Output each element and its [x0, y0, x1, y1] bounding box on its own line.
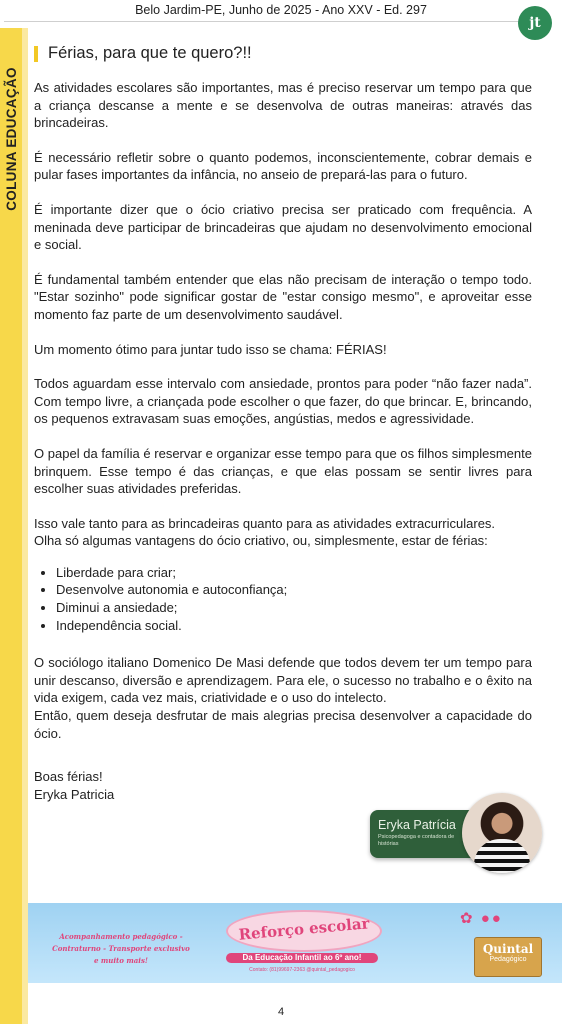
- ad-title: Reforço escolar: [237, 914, 371, 944]
- article-body: [34, 40, 532, 803]
- ad-left-line-3: e muito mais!: [93, 956, 148, 965]
- list-intro-line-1: Isso vale tanto para as brincadeiras quanto para as atividades extracurriculares.: [34, 515, 496, 531]
- author-avatar: [462, 793, 542, 873]
- signature: [34, 768, 532, 803]
- paragraph: É necessário refletir sobre o quanto podemos, inconscientemente, cobrar demais e pular fases importantes da infância, no anseio de prepará-las para o futuro.: [34, 149, 532, 183]
- ad-left-line-2: Contraturno - Transporte exclusivo: [52, 944, 190, 953]
- author-role: Psicopedagoga e contadora de histórias: [378, 834, 455, 847]
- list-item: • Diminui a ansiedade;: [56, 599, 532, 617]
- sign-name: Eryka Patricia: [34, 786, 115, 802]
- paragraph: Todos aguardam esse intervalo com ansiedade, prontos para poder “não fazer nada”. Com tempo livre, a criançada pode escolher o que fazer, do que brincar. E, brincando, os pequenos extravasam suas emoções, angústias, medos e agressividade.: [34, 376, 532, 427]
- avatar-shirt-icon: [474, 839, 530, 873]
- list-intro: [34, 515, 532, 550]
- paragraph: Um momento ótimo para juntar tudo isso se chama: FÉRIAS!: [34, 341, 387, 357]
- header-edition-line: Belo Jardim-PE, Junho de 2025 - Ano XXV - Ed. 297: [0, 0, 562, 22]
- ad-left-text: [46, 931, 196, 967]
- section-label: COLUNA EDUCAÇÃO: [4, 67, 19, 211]
- paragraph: O papel da família é reservar e organizar esse tempo para que os filhos simplesmente brinquem. Esse tempo é das crianças, e que elas possam se sentir livres para escolher suas atividades preferidas.: [34, 445, 532, 497]
- closing-line-1: O sociólogo italiano Domenico De Masi defende que todos devem ter um tempo para unir descanso, diversão e aprendizagem. Para ele, o sucesso no trabalho e o êxito na vida exigem, cada vez mais, criatividade e o uso do intelecto.: [34, 655, 532, 706]
- ad-banner: [28, 903, 562, 983]
- author-name: Eryka Patrícia: [378, 818, 456, 832]
- ad-left-line-1: Acompanhamento pedagógico -: [59, 932, 183, 941]
- ad-subtitle: Da Educação Infantil ao 6º ano!: [226, 953, 378, 963]
- paragraph: É fundamental também entender que elas não precisam de interação o tempo todo. "Estar sozinho" pode significar gostar de "estar consigo mesmo", e aproveitar esse momento faz parte de um desenvolvimento saudável.: [34, 271, 532, 322]
- ad-title-badge: [226, 910, 382, 952]
- advantages-list: [34, 564, 532, 634]
- closing-paragraph: [34, 654, 532, 742]
- list-item: • Liberdade para criar;: [56, 564, 532, 582]
- closing-line-2: Então, quem deseja desfrutar de mais alegrias precisa desenvolver a capacidade do ócio.: [34, 708, 532, 741]
- newspaper-logo: jt: [518, 6, 552, 40]
- ad-contact: Contato: (81)99697-2363 @quintal_pedagogico: [249, 967, 355, 973]
- owl-birds-icon: ✿ ●●: [460, 910, 503, 927]
- paragraph: As atividades escolares são importantes, mas é preciso reservar um tempo para que a criança descanse a mente e se desenvolva de outras maneiras: através das brincadeiras.: [34, 80, 532, 131]
- article-title-row: [34, 44, 532, 63]
- sidebar-accent-strip: [22, 28, 28, 1024]
- page-number: 4: [277, 1006, 285, 1018]
- list-item: • Desenvolve autonomia e autoconfiança;: [56, 581, 532, 599]
- title-marker-icon: [34, 46, 38, 62]
- sign-greeting: Boas férias!: [34, 769, 103, 785]
- paragraph: É importante dizer que o ócio criativo precisa ser praticado com frequência. A meninada deve participar de brincadeiras que ajudam no desenvolvimento emocional e social.: [34, 201, 532, 253]
- section-sidebar: [0, 28, 22, 1024]
- list-intro-line-2: Olha só algumas vantagens do ócio criativo, ou, simplesmente, estar de férias:: [34, 533, 488, 549]
- brand-sub: Pedagógico: [489, 956, 527, 963]
- article-title: Férias, para que te quero?!!: [48, 44, 252, 62]
- quintal-logo: [474, 937, 542, 977]
- list-item: • Independência social.: [56, 617, 532, 635]
- brand-name: Quintal: [482, 942, 534, 956]
